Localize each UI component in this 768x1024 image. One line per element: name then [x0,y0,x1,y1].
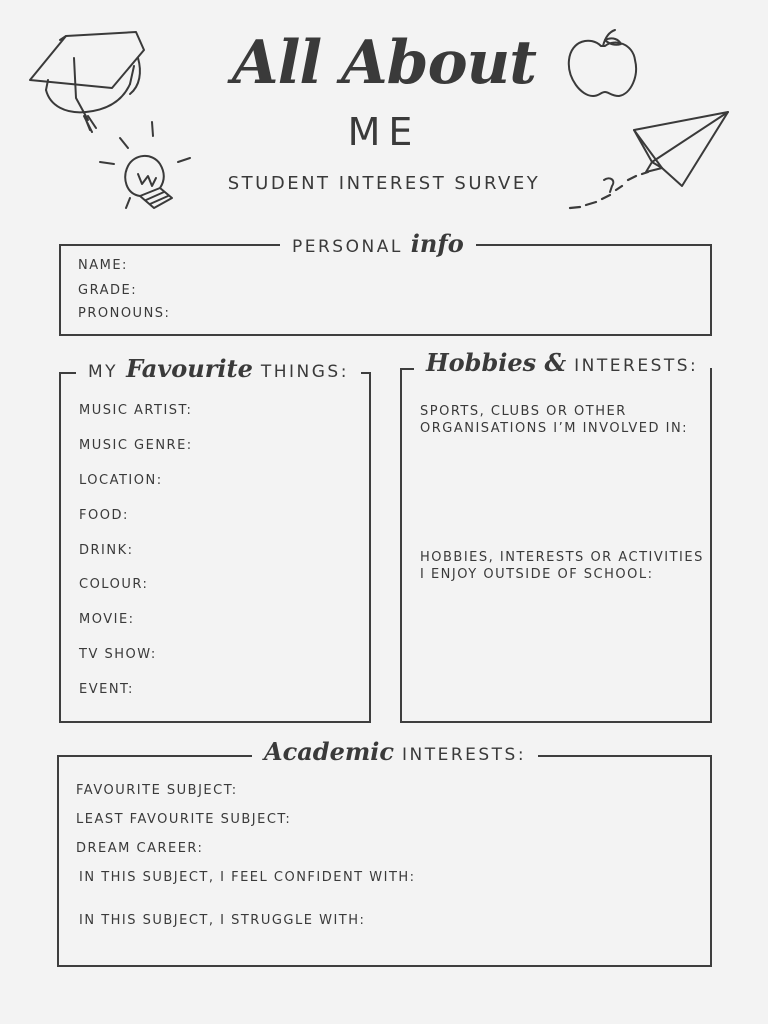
academic-legend-caps: INTERESTS: [401,745,527,765]
music-artist-label: MUSIC ARTIST: [79,403,193,418]
food-label: FOOD: [79,508,129,523]
page-subtitle: STUDENT INTEREST SURVEY [227,173,541,194]
hobbies-activities-prompt [420,549,704,583]
favourite-legend-caps-1: MY [88,362,119,382]
personal-info-legend [280,229,476,258]
academic-legend [252,737,538,766]
favourite-legend-script: Favourite [126,354,253,383]
drink-label: DRINK: [79,543,134,558]
favourite-legend-caps-2: THINGS: [260,362,349,382]
grade-field-label: GRADE: [78,283,138,298]
music-genre-label: MUSIC GENRE: [79,438,193,453]
pronouns-field-label: PRONOUNS: [78,306,171,321]
hobbies-activities-prompt-line-2: I ENJOY OUTSIDE OF SCHOOL: [420,567,654,582]
academic-legend-script: Academic [264,737,394,766]
hobbies-legend-script: Hobbies & [426,348,567,377]
tv-show-label: TV SHOW: [79,647,157,662]
sports-clubs-prompt-line-2: ORGANISATIONS I’M INVOLVED IN: [420,421,689,436]
confident-with-label: IN THIS SUBJECT, I FEEL CONFIDENT WITH: [79,870,416,885]
sports-clubs-prompt [420,403,688,437]
location-label: LOCATION: [79,473,163,488]
event-label: EVENT: [79,682,134,697]
colour-label: COLOUR: [79,577,149,592]
hobbies-legend [414,348,710,377]
least-favourite-subject-label: LEAST FAVOURITE SUBJECT: [76,812,292,827]
name-field-label: NAME: [78,258,128,273]
hobbies-legend-caps: INTERESTS: [574,356,699,376]
struggle-with-label: IN THIS SUBJECT, I STRUGGLE WITH: [79,913,366,928]
movie-label: MOVIE: [79,612,135,627]
sports-clubs-prompt-line-1: SPORTS, CLUBS OR OTHER [420,404,627,419]
page-title-script: All About [232,28,536,98]
hobbies-activities-prompt-line-1: HOBBIES, INTERESTS OR ACTIVITIES [420,550,704,565]
personal-info-legend-script: info [410,229,464,258]
page-title-main: ME [347,110,421,154]
favourite-subject-label: FAVOURITE SUBJECT: [76,783,238,798]
favourite-things-legend [76,354,361,383]
personal-info-legend-caps: PERSONAL [292,237,403,257]
dream-career-label: DREAM CAREER: [76,841,204,856]
